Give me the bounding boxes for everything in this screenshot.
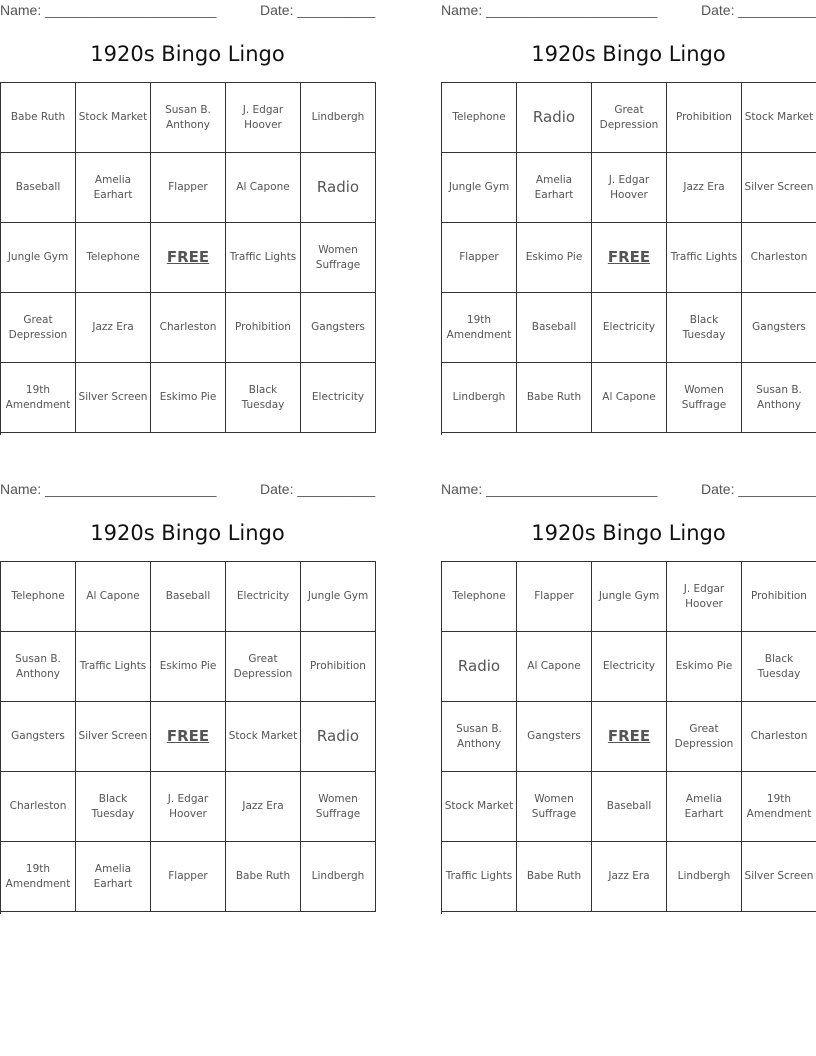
free-space[interactable]: FREE — [151, 702, 226, 772]
bingo-cell[interactable]: Lindbergh — [301, 842, 376, 912]
bingo-card-2 — [441, 0, 816, 436]
bingo-cell[interactable]: Black Tuesday — [667, 293, 742, 363]
bingo-cell[interactable]: Susan B. Anthony — [151, 83, 226, 153]
free-space[interactable]: FREE — [151, 223, 226, 293]
bingo-cell[interactable]: Traffic Lights — [667, 223, 742, 293]
bingo-cell[interactable]: J. Edgar Hoover — [226, 83, 301, 153]
date-field[interactable]: Date: __________ — [701, 481, 816, 497]
bingo-cell[interactable]: Lindbergh — [442, 363, 517, 433]
bingo-cell[interactable]: Lindbergh — [667, 842, 742, 912]
bingo-cell[interactable]: Charleston — [742, 223, 816, 293]
bingo-cell[interactable]: Silver Screen — [742, 842, 816, 912]
card-title: 1920s Bingo Lingo — [531, 521, 726, 545]
bingo-cell[interactable]: Stock Market — [442, 772, 517, 842]
bingo-cell[interactable]: Jazz Era — [667, 153, 742, 223]
bingo-grid — [441, 561, 816, 914]
bingo-cell[interactable]: Al Capone — [226, 153, 301, 223]
bingo-cell[interactable]: Al Capone — [76, 562, 151, 632]
bingo-card-4 — [441, 479, 816, 915]
bingo-cell[interactable]: Eskimo Pie — [151, 632, 226, 702]
bingo-cell[interactable]: Prohibition — [667, 83, 742, 153]
bingo-cell[interactable]: Jazz Era — [76, 293, 151, 363]
bingo-cell[interactable]: Telephone — [442, 83, 517, 153]
bingo-cell[interactable]: Stock Market — [76, 83, 151, 153]
bingo-cell[interactable]: Telephone — [76, 223, 151, 293]
bingo-cell[interactable]: Telephone — [1, 562, 76, 632]
bingo-cell[interactable]: Babe Ruth — [517, 363, 592, 433]
bingo-cell[interactable]: Baseball — [1, 153, 76, 223]
bingo-cell[interactable]: Great Depression — [667, 702, 742, 772]
free-space[interactable]: FREE — [592, 702, 667, 772]
name-field[interactable]: Name: ______________________ — [0, 2, 217, 18]
bingo-cell[interactable]: Telephone — [442, 562, 517, 632]
bingo-cell[interactable]: Jazz Era — [592, 842, 667, 912]
bingo-cell[interactable]: Electricity — [592, 632, 667, 702]
bingo-cell[interactable]: Radio — [442, 632, 517, 702]
bingo-cell[interactable]: Susan B. Anthony — [1, 632, 76, 702]
bingo-card-1 — [0, 0, 375, 436]
bingo-cell[interactable]: Jungle Gym — [301, 562, 376, 632]
bingo-cell[interactable]: Eskimo Pie — [517, 223, 592, 293]
bingo-cell[interactable]: Flapper — [151, 153, 226, 223]
bingo-cell[interactable]: Radio — [517, 83, 592, 153]
bingo-cell[interactable]: J. Edgar Hoover — [592, 153, 667, 223]
bingo-cell[interactable]: Amelia Earhart — [76, 153, 151, 223]
bingo-cell[interactable]: Black Tuesday — [76, 772, 151, 842]
bingo-cell[interactable]: Women Suffrage — [517, 772, 592, 842]
bingo-card-3 — [0, 479, 375, 915]
bingo-cell[interactable]: Baseball — [151, 562, 226, 632]
bingo-cell[interactable]: Susan B. Anthony — [442, 702, 517, 772]
bingo-cell[interactable]: Radio — [301, 702, 376, 772]
bingo-cell[interactable]: Baseball — [592, 772, 667, 842]
bingo-cell[interactable]: Al Capone — [517, 632, 592, 702]
bingo-cell[interactable]: Traffic Lights — [442, 842, 517, 912]
bingo-cell[interactable]: Women Suffrage — [301, 772, 376, 842]
bingo-cell[interactable]: J. Edgar Hoover — [667, 562, 742, 632]
bingo-cell[interactable]: 19th Amendment — [442, 293, 517, 363]
bingo-cell[interactable]: Lindbergh — [301, 83, 376, 153]
bingo-cell[interactable]: Amelia Earhart — [76, 842, 151, 912]
name-field[interactable]: Name: ______________________ — [441, 2, 658, 18]
bingo-cell[interactable]: Gangsters — [1, 702, 76, 772]
bingo-cell[interactable]: Al Capone — [592, 363, 667, 433]
bingo-cell[interactable]: Prohibition — [742, 562, 816, 632]
bingo-cell[interactable]: Traffic Lights — [76, 632, 151, 702]
bingo-cell[interactable]: Jungle Gym — [1, 223, 76, 293]
card-title: 1920s Bingo Lingo — [90, 521, 285, 545]
bingo-cell[interactable]: Prohibition — [301, 632, 376, 702]
date-field[interactable]: Date: __________ — [260, 481, 376, 497]
bingo-cell[interactable]: Jazz Era — [226, 772, 301, 842]
bingo-cell[interactable]: Flapper — [151, 842, 226, 912]
bingo-cell[interactable]: Amelia Earhart — [517, 153, 592, 223]
free-space[interactable]: FREE — [592, 223, 667, 293]
bingo-cell[interactable]: Charleston — [151, 293, 226, 363]
bingo-cell[interactable]: Radio — [301, 153, 376, 223]
bingo-cell[interactable]: Traffic Lights — [226, 223, 301, 293]
bingo-cell[interactable]: Eskimo Pie — [151, 363, 226, 433]
bingo-cell[interactable]: Charleston — [1, 772, 76, 842]
bingo-cell[interactable]: Stock Market — [226, 702, 301, 772]
bingo-cell[interactable]: Charleston — [742, 702, 816, 772]
bingo-cell[interactable]: Gangsters — [742, 293, 816, 363]
bingo-cell[interactable]: Electricity — [301, 363, 376, 433]
bingo-cell[interactable]: Flapper — [442, 223, 517, 293]
bingo-cell[interactable]: Prohibition — [226, 293, 301, 363]
card-title: 1920s Bingo Lingo — [531, 42, 726, 66]
bingo-cell[interactable]: Silver Screen — [76, 363, 151, 433]
bingo-cell[interactable]: Great Depression — [226, 632, 301, 702]
bingo-cell[interactable]: Silver Screen — [76, 702, 151, 772]
date-field[interactable]: Date: __________ — [260, 2, 376, 18]
bingo-cell[interactable]: Gangsters — [517, 702, 592, 772]
name-field[interactable]: Name: ______________________ — [441, 481, 658, 497]
bingo-cell[interactable]: J. Edgar Hoover — [151, 772, 226, 842]
date-field[interactable]: Date: __________ — [701, 2, 816, 18]
bingo-cell[interactable]: Gangsters — [301, 293, 376, 363]
bingo-grid — [0, 82, 376, 435]
bingo-cell[interactable]: Great Depression — [592, 83, 667, 153]
card-title: 1920s Bingo Lingo — [90, 42, 285, 66]
bingo-cell[interactable]: Jungle Gym — [442, 153, 517, 223]
bingo-cell[interactable]: 19th Amendment — [1, 842, 76, 912]
bingo-cell[interactable]: Babe Ruth — [1, 83, 76, 153]
bingo-cell[interactable]: Women Suffrage — [301, 223, 376, 293]
bingo-cell[interactable]: Baseball — [517, 293, 592, 363]
bingo-cell[interactable]: Jungle Gym — [592, 562, 667, 632]
bingo-cell[interactable]: Electricity — [592, 293, 667, 363]
bingo-grid — [441, 82, 816, 435]
bingo-cell[interactable]: Eskimo Pie — [667, 632, 742, 702]
bingo-cell[interactable]: 19th Amendment — [742, 772, 816, 842]
bingo-cell[interactable]: Amelia Earhart — [667, 772, 742, 842]
bingo-cell[interactable]: Stock Market — [742, 83, 816, 153]
bingo-cell[interactable]: Babe Ruth — [226, 842, 301, 912]
bingo-cell[interactable]: Flapper — [517, 562, 592, 632]
bingo-cell[interactable]: Babe Ruth — [517, 842, 592, 912]
bingo-cell[interactable]: Black Tuesday — [226, 363, 301, 433]
bingo-grid — [0, 561, 376, 914]
bingo-cell[interactable]: Great Depression — [1, 293, 76, 363]
bingo-cell[interactable]: 19th Amendment — [1, 363, 76, 433]
bingo-cell[interactable]: Silver Screen — [742, 153, 816, 223]
bingo-cell[interactable]: Susan B. Anthony — [742, 363, 816, 433]
bingo-cell[interactable]: Black Tuesday — [742, 632, 816, 702]
name-field[interactable]: Name: ______________________ — [0, 481, 217, 497]
bingo-cell[interactable]: Women Suffrage — [667, 363, 742, 433]
bingo-cell[interactable]: Electricity — [226, 562, 301, 632]
